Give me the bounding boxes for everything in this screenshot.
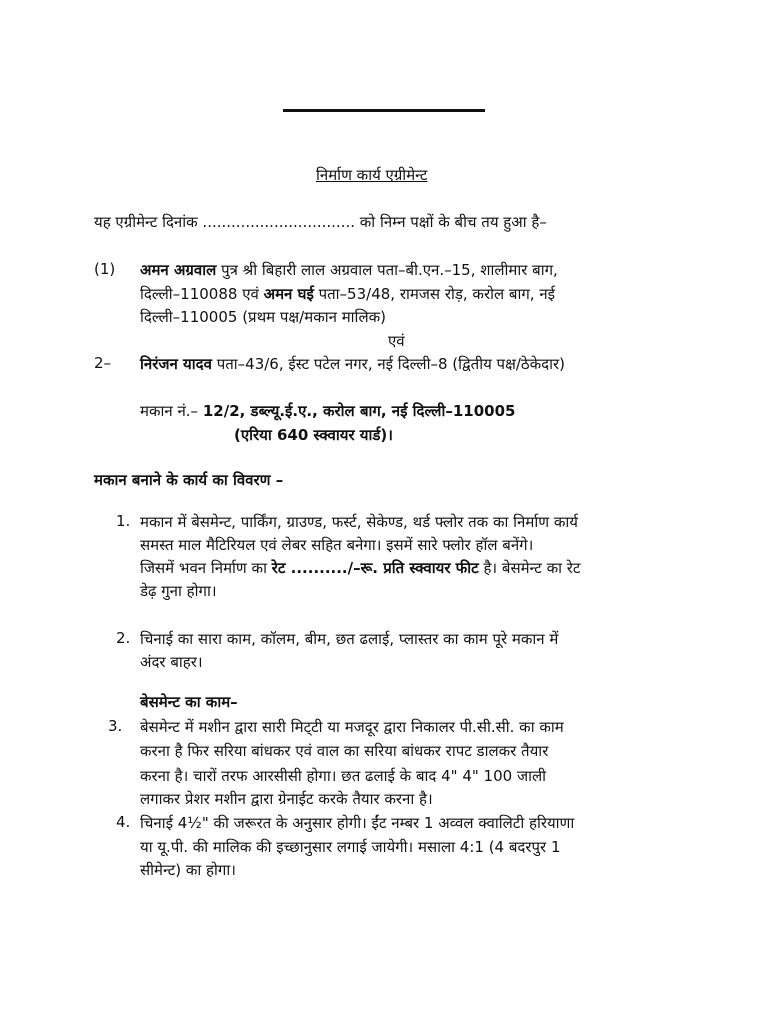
intro-line: यह एग्रीमेन्ट दिनांक ................................ को निम्न पक्षों के बीच तय हुआ है– — [94, 213, 547, 231]
party1-line2-a: दिल्ली–110088 एवं — [140, 285, 264, 303]
item4-line2: या यू.पी. की मालिक की इच्छानुसार लगाई जायेगी। मसाला 4:1 (4 बदरपुर 1 — [140, 838, 561, 856]
party1-line1 — [140, 260, 558, 280]
item3-line1: बेसमेन्ट में मशीन द्वारा सारी मिट्‌टी या मजदूर द्वारा निकालर पी.सी.सी. का काम — [140, 718, 564, 736]
item1-line4: डेढ़ गुना होगा। — [140, 582, 217, 600]
item1-line3 — [140, 558, 580, 578]
party1-line2 — [140, 284, 555, 304]
item3-line4: लगाकर प्रेशर मशीन द्वारा ग्रेनाईट करके तैयार करना है। — [140, 790, 433, 808]
party1-line1-text: पुत्र श्री बिहारी लाल अग्रवाल पता–बी.एन.–15, शालीमार बाग, — [216, 261, 558, 279]
top-rule — [283, 109, 485, 112]
item2-number: 2. — [116, 629, 131, 647]
item1-number: 1. — [116, 512, 131, 530]
item1-rate: रेट ........../–रू. प्रति स्क्वायर फीट — [271, 559, 479, 577]
item3-number: 3. — [108, 717, 123, 735]
basement-heading: बेसमेन्ट का काम– — [140, 693, 238, 711]
party2-line — [140, 354, 565, 374]
item1-line3-a: जिसमें भवन निर्माण का — [140, 559, 272, 577]
party1-line2-b: पता–53/48, रामजस रोड़, करोल बाग, नई — [313, 285, 556, 303]
house-area: (एरिया 640 स्क्वायर यार्ड)। — [234, 426, 393, 444]
party2-number: 2– — [94, 354, 112, 372]
item1-line2: समस्त माल मैटिरियल एवं लेबर सहित बनेगा। इसमें सारे फ्लोर हॉल बनेंगे। — [140, 536, 534, 554]
house-address: 12/2, डब्ल्यू.ई.ए., करोल बाग, नई दिल्ली–110005 — [202, 402, 516, 420]
item3-line3: करना है। चारों तरफ आरसीसी होगा। छत ढलाई के बाद 4" 4" 100 जाली — [140, 767, 547, 785]
document-title: निर्माण कार्य एग्रीमेन्ट — [316, 166, 428, 184]
party1-name2: अमन घई — [263, 285, 314, 303]
party1-line3: दिल्ली–110005 (प्रथम पक्ष/मकान मालिक) — [140, 308, 386, 326]
party1-name: अमन अग्रवाल — [140, 261, 217, 279]
house-label: मकान नं.– — [140, 402, 203, 420]
conjunction: एवं — [388, 332, 405, 350]
item2-line2: अंदर बाहर। — [140, 653, 203, 671]
party2-name: निरंजन यादव — [140, 355, 212, 373]
item1-line3-c: है। बेसमेन्ट का रेट — [478, 559, 581, 577]
party2-text: पता–43/6, ईस्ट पटेल नगर, नई दिल्ली–8 (द्वितीय पक्ष/ठेकेदार) — [211, 355, 565, 373]
party1-number: (1) — [94, 260, 116, 278]
item4-number: 4. — [116, 813, 131, 831]
item2-line1: चिनाई का सारा काम, कॉलम, बीम, छत ढलाई, प्लास्तर का काम पूरे मकान में — [140, 630, 559, 648]
item3-line2: करना है फिर सरिया बांधकर एवं वाल का सरिया बांधकर रापट डालकर तैयार — [140, 742, 549, 760]
house-line — [140, 401, 515, 421]
item4-line1: चिनाई 4½" की जरूरत के अनुसार होगी। ईंट नम्बर 1 अव्वल क्वालिटी हरियाणा — [140, 814, 575, 832]
item1-line1: मकान में बेसमेन्ट, पार्किंग, ग्राउण्ड, फर्स्ट, सेकेण्ड, थर्ड फ्लोर तक का निर्माण कार्य — [140, 513, 578, 531]
item4-line3: सीमेन्ट) का होगा। — [140, 861, 236, 879]
work-heading: मकान बनाने के कार्य का विवरण – — [94, 471, 284, 489]
